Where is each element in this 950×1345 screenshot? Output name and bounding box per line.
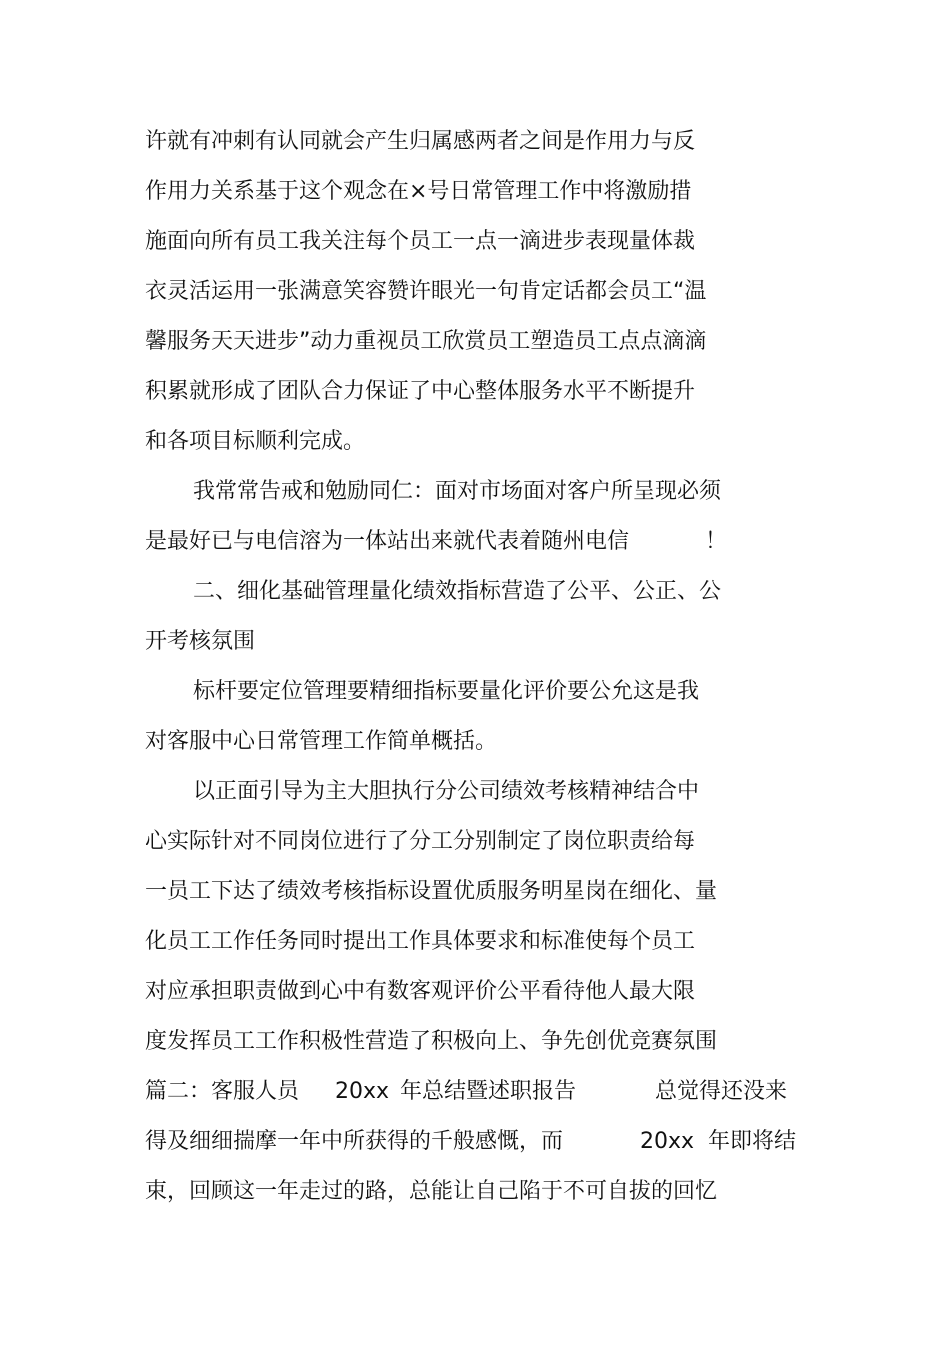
line-segment: 年总结暨述职报告: [400, 1079, 577, 1104]
paragraph-line: 我常常告戒和勉励同仁：面对市场面对客户所呈现必须: [193, 479, 722, 504]
paragraph-line: 度发挥员工工作积极性营造了积极向上、争先创优竞赛氛围: [145, 1029, 718, 1054]
paragraph-line: [145, 1078, 805, 1106]
paragraph-line: 作用力关系基于这个观念在×号日常管理工作中将激励措: [145, 179, 692, 204]
section-heading-line: 二、细化基础管理量化绩效指标营造了公平、公正、公: [193, 579, 722, 604]
paragraph-line: 对客服中心日常管理工作简单概括。: [145, 729, 498, 754]
paragraph-line: [145, 528, 745, 556]
paragraph-line: 束，回顾这一年走过的路，总能让自己陷于不可自拔的回忆: [145, 1179, 718, 1204]
paragraph-line: 以正面引导为主大胆执行分公司绩效考核精神结合中: [193, 779, 700, 804]
paragraph-line: 化员工工作任务同时提出工作具体要求和标准使每个员工: [145, 929, 696, 954]
paragraph-line: 标杆要定位管理要精细指标要量化评价要公允这是我: [193, 679, 700, 704]
paragraph-line: [145, 1128, 805, 1156]
line-segment: ！: [705, 529, 728, 554]
section-heading-line: 开考核氛围: [145, 629, 256, 654]
line-segment: 20xx: [640, 1129, 695, 1154]
line-segment: 20xx: [335, 1079, 390, 1104]
paragraph-line: 许就有冲刺有认同就会产生归属感两者之间是作用力与反: [145, 129, 696, 154]
paragraph-line: 积累就形成了团队合力保证了中心整体服务水平不断提升: [145, 379, 696, 404]
paragraph-line: 和各项目标顺利完成。: [145, 429, 366, 454]
line-segment: 总觉得还没来: [655, 1079, 788, 1104]
line-segment: 年即将结: [708, 1129, 797, 1154]
paragraph-line: 馨服务天天进步”动力重视员工欣赏员工塑造员工点点滴滴: [145, 329, 707, 354]
paragraph-line: 施面向所有员工我关注每个员工一点一滴进步表现量体裁: [145, 229, 696, 254]
line-segment: 是最好已与电信溶为一体站出来就代表着随州电信: [145, 529, 630, 554]
paragraph-line: 衣灵活运用一张满意笑容赞许眼光一句肯定话都会员工“温: [145, 279, 707, 304]
paragraph-line: 一员工下达了绩效考核指标设置优质服务明星岗在细化、量: [145, 879, 718, 904]
paragraph-line: 对应承担职责做到心中有数客观评价公平看待他人最大限: [145, 979, 696, 1004]
line-segment: 篇二：客服人员: [145, 1079, 300, 1104]
line-segment: 得及细细揣摩一年中所获得的千般感慨，而: [145, 1129, 564, 1154]
paragraph-line: 心实际针对不同岗位进行了分工分别制定了岗位职责给每: [145, 829, 696, 854]
